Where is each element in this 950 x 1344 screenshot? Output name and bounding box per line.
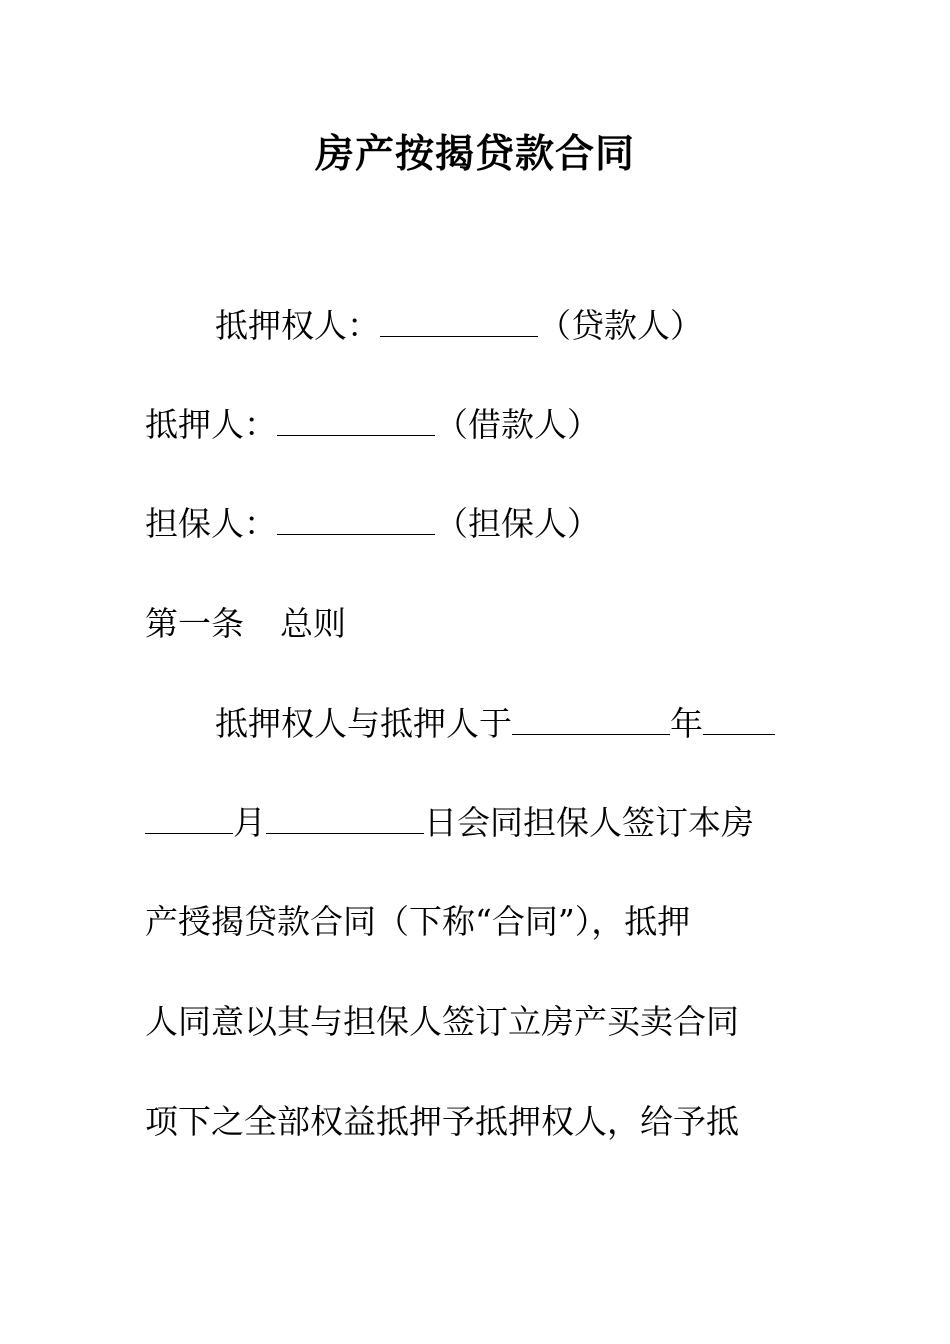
guarantor-blank (277, 506, 435, 535)
guarantor-role: （担保人） (435, 504, 600, 543)
mortgagee-line (215, 304, 703, 348)
month-blank-end (145, 805, 233, 834)
day-blank (266, 805, 424, 834)
body-text-start: 抵押权人与抵押人于 (215, 704, 512, 743)
body-line-4: 人同意以其与担保人签订立房产买卖合同 (145, 1002, 739, 1041)
guarantor-line (145, 502, 600, 546)
month-blank-start (703, 706, 775, 735)
day-rest-text: 日会同担保人签订本房 (424, 803, 754, 842)
month-label: 月 (233, 803, 266, 842)
mortgagor-label: 抵押人： (145, 405, 277, 444)
mortgagor-line (145, 403, 600, 447)
guarantor-label: 担保人： (145, 504, 277, 543)
document-title: 房产按揭贷款合同 (314, 131, 635, 177)
body-line-1 (215, 702, 775, 746)
mortgagee-label: 抵押权人： (215, 306, 380, 345)
mortgagee-role: （贷款人） (538, 306, 703, 345)
mortgagor-blank (277, 407, 435, 436)
year-label: 年 (670, 704, 703, 743)
body-line-2 (145, 801, 754, 845)
year-blank (512, 706, 670, 735)
article-number: 第一条 (145, 604, 244, 643)
body-line-3: 产授揭贷款合同（下称“合同”），抵押 (145, 902, 691, 941)
article-heading (145, 602, 346, 646)
article-title: 总则 (280, 604, 346, 643)
body-line-5: 项下之全部权益抵押予抵押权人，给予抵 (145, 1102, 739, 1141)
mortgagee-blank (380, 308, 538, 337)
mortgagor-role: （借款人） (435, 405, 600, 444)
